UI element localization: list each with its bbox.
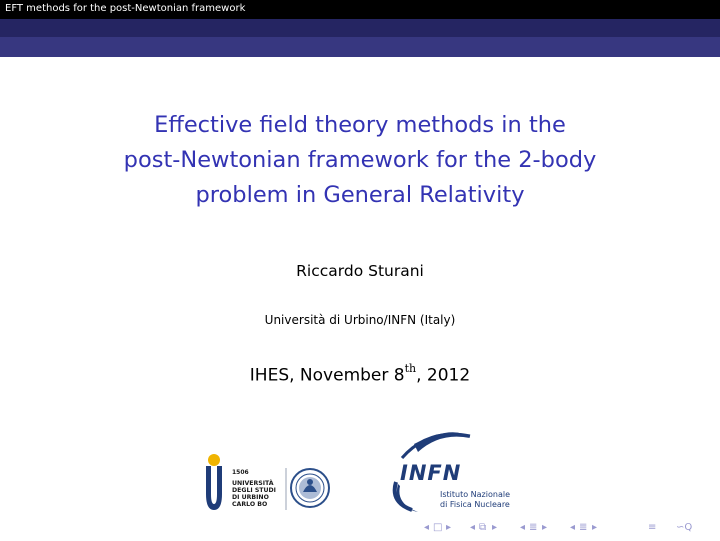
short-title: EFT methods for the post-Newtonian framework — [5, 3, 246, 14]
toc-icon[interactable]: ≡ — [648, 522, 657, 533]
infn-line-2: di Fisica Nucleare — [440, 500, 510, 509]
section-prev-icon[interactable]: ◂ — [520, 522, 526, 533]
search-icon[interactable]: ∽Q — [676, 522, 693, 533]
presentation-title — [60, 108, 660, 213]
institute: Università di Urbino/INFN (Italy) — [264, 313, 456, 327]
infn-emblem-icon — [388, 430, 538, 520]
uniurb-line-2: DEGLI STUDI — [232, 487, 276, 494]
navigation-bar — [424, 520, 720, 538]
date-suffix: , 2012 — [416, 365, 471, 386]
date-prefix: IHES, November 8 — [249, 365, 405, 386]
frame-next-icon[interactable]: ▸ — [446, 522, 452, 533]
subsection-prev-icon[interactable]: ◂ — [470, 522, 476, 533]
header-band-dark — [0, 19, 720, 37]
headline-bar — [0, 0, 720, 19]
frame-icon[interactable]: □ — [433, 522, 443, 533]
uniurb-line-4: CARLO BO — [232, 501, 268, 508]
title-line-1: Effective field theory methods in the — [154, 112, 566, 138]
subsection-next-icon[interactable]: ▸ — [492, 522, 498, 533]
author: Riccardo Sturani — [296, 262, 424, 280]
title-line-2: post-Newtonian framework for the 2-body — [123, 147, 597, 173]
section-next-icon[interactable]: ▸ — [542, 522, 548, 533]
uniurb-seal-icon — [291, 469, 329, 507]
date-superscript: th — [404, 362, 417, 375]
slide-prev-icon[interactable]: ◂ — [570, 522, 576, 533]
slide-icon[interactable]: ≣ — [579, 522, 588, 533]
title-line-3: problem in General Relativity — [195, 182, 525, 208]
slide-next-icon[interactable]: ▸ — [592, 522, 598, 533]
section-icon[interactable]: ≣ — [529, 522, 538, 533]
uniurb-logo — [200, 448, 350, 518]
infn-logo — [388, 430, 538, 520]
infn-letters: INFN — [400, 461, 462, 485]
header-band-light — [0, 37, 720, 57]
uniurb-year: 1506 — [232, 469, 249, 476]
uniurb-line-3: DI URBINO — [232, 494, 269, 501]
uniurb-line-1: UNIVERSITÀ — [232, 480, 274, 487]
uniurb-emblem-icon — [200, 448, 350, 518]
subsection-icon[interactable]: ⧉ — [479, 522, 487, 533]
frame-prev-icon[interactable]: ◂ — [424, 522, 430, 533]
date — [0, 364, 720, 386]
infn-line-1: Istituto Nazionale — [440, 490, 510, 499]
